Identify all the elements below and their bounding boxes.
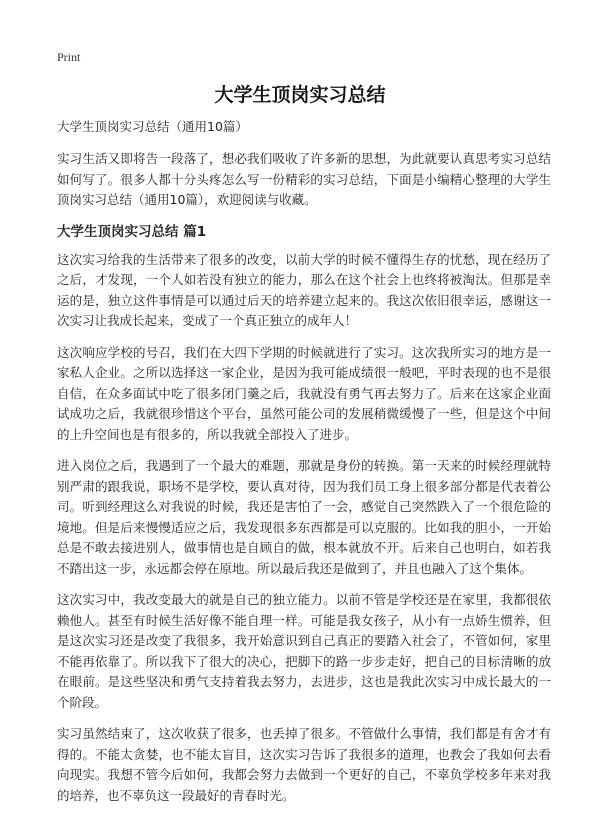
intro-paragraph: 实习生活又即将告一段落了，想必我们吸收了许多新的思想，为此就要认真思考实习总结如何写了。很多人都十分头疼怎么写一份精彩的实习总结，下面是小编精心整理的大学生顶岗实习总结（通用10篇），欢迎阅读与收藏。 (57, 151, 551, 207)
body-paragraph: 这次实习中，我改变最大的就是自己的独立能力。以前不管是学校还是在家里，我都很依赖他人。甚至有时候生活好像不能自理一样。可能是我女孩子，从小有一点娇生惯养，但是这次实习还是改变了我很多，我开始意识到自己真正的要踏入社会了，不管如何，家里不能再依靠了。所以我下了很大的决心，把脚下的路一步步走好，把自己的目标清晰的放在眼前。是这些坚决和勇气支持着我去努力，去进步，这也是我此次实习中成长最大的一个阶段。 (57, 592, 551, 710)
body-paragraph: 这次响应学校的号召，我们在大四下学期的时候就进行了实习。这次我所实习的地方是一家私人企业。之所以选择这一家企业，是因为我可能成绩很一般吧，平时表现的也不是很自信，在众多面试中吃了很多闭门羹之后，我就没有勇气再去努力了。后来在这家企业面试成功之后，我就很珍惜这个平台，虽然可能公司的发展稍微缓慢了一些，但是这个中间的上升空间也是有很多的，所以我就全部投入了进步。 (57, 344, 551, 442)
article-body (57, 118, 551, 817)
print-link[interactable]: Print (57, 50, 81, 64)
body-paragraph: 实习虽然结束了，这次收获了很多，也丢掉了很多。不管做什么事情，我们都是有舍才有得的。不能太贪婪，也不能太盲目，这次实习告诉了我很多的道理，也教会了我如何去看向现实。我想不管今后如何，我都会努力去做到一个更好的自己，不辜负学校多年来对我的培养，也不辜负这一段最好的青春时光。 (57, 726, 551, 803)
section-heading: 大学生顶岗实习总结 篇1 (57, 223, 207, 240)
page-title: 大学生顶岗实习总结 (214, 84, 386, 106)
body-paragraph: 进入岗位之后，我遇到了一个最大的难题，那就是身份的转换。第一天来的时候经理就特别严肃的跟我说，职场不是学校，要认真对待，因为我们员工身上很多部分都是代表着公司。听到经理这么对我说的时候，我还是害怕了一会，感觉自己突然跌入了一个很危险的境地。但是后来慢慢适应之后，我发现很多东西都是可以克服的。比如我的胆小，一开始总是不敢去接进别人，做事情也是自顾自的做，根本就放不开。后来自己也明白，如若我不踏出这一步，永远都会停在原地。所以最后我还是做到了，并且也融入了这个集体。 (57, 458, 551, 576)
document-subtitle: 大学生顶岗实习总结（通用10篇） (57, 119, 248, 134)
body-paragraph: 这次实习给我的生活带来了很多的改变，以前大学的时候不懂得生存的忧愁，现在经历了之后，才发现，一个人如若没有独立的能力，那么在这个社会上也终将被淘汰。但那是幸运的是，独立这件事情是可以通过后天的培养建立起来的。我这次依旧很幸运，感谢这一次实习让我成长起来，变成了一个真正独立的成年人！ (57, 251, 551, 328)
